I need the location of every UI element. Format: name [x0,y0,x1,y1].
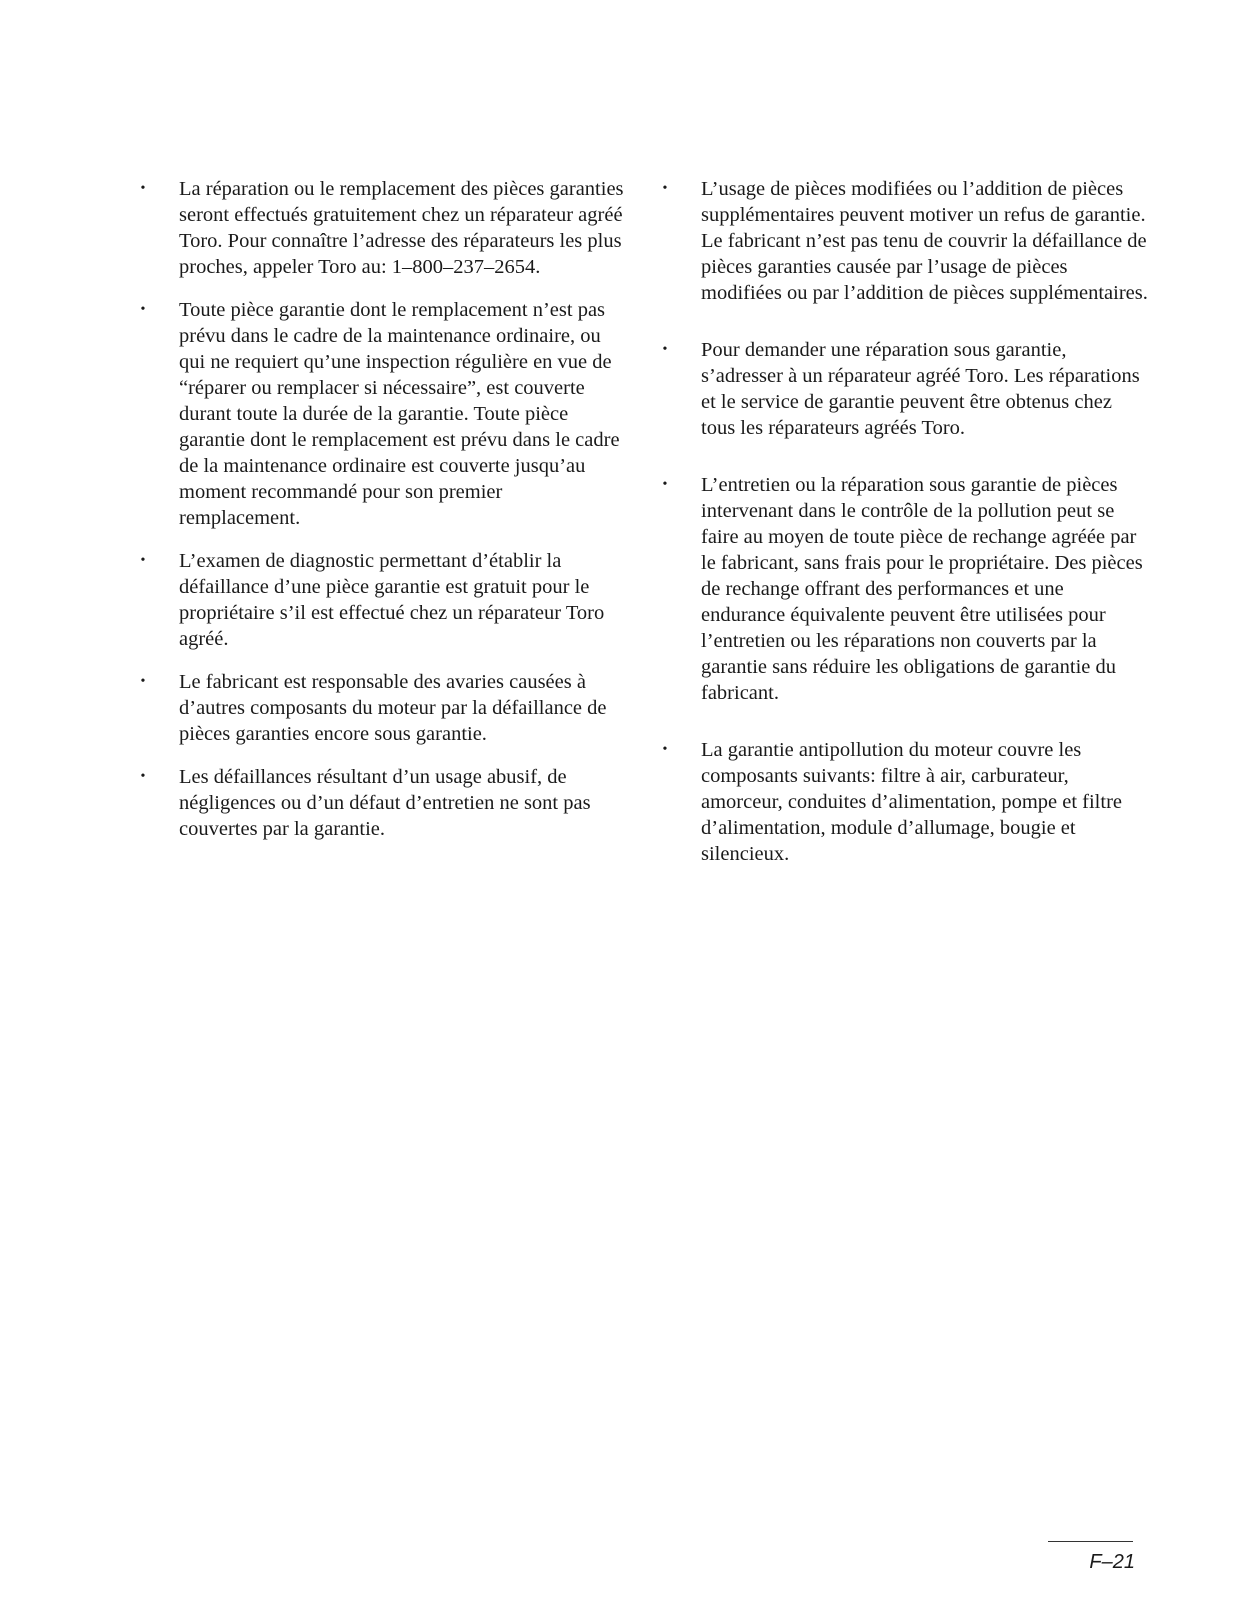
list-item [138,669,628,747]
list-item-text: Pour demander une réparation sous garantie, s’adresser à un réparateur agréé Toro. Les réparations et le service de garantie peuvent être obtenus chez tous les réparateurs agréés Toro. [701,339,1140,439]
list-item [138,297,628,531]
list-item-text: Les défaillances résultant d’un usage abusif, de négligences ou d’un défaut d’entretien ne sont pas couvertes par la garantie. [179,766,591,840]
list-item [660,737,1150,867]
bullet-icon: • [140,674,146,689]
list-item-text: Le fabricant est responsable des avaries causées à d’autres composants du moteur par la défaillance de pièces garanties encore sous garantie. [179,671,607,745]
list-item-text: La réparation ou le remplacement des pièces garanties seront effectués gratuitement chez un réparateur agréé Toro. Pour connaître l’adresse des réparateurs les plus proches, appeler Toro au: 1–800–237–2654. [179,178,624,278]
bullet-icon: • [662,477,668,492]
bullet-icon: • [662,742,668,757]
bullet-icon: • [662,342,668,357]
list-item [660,176,1150,306]
page-number: F–21 [1089,1551,1135,1573]
list-item-text: L’usage de pièces modifiées ou l’addition de pièces supplémentaires peuvent motiver un refus de garantie. Le fabricant n’est pas tenu de couvrir la défaillance de pièces garanties causée par l’usage de pièces modifiées ou par l’addition de pièces supplémentaires. [701,178,1148,304]
left-column [138,176,628,859]
bullet-icon: • [140,302,146,317]
footer-divider [1048,1541,1133,1542]
list-item-text: La garantie antipollution du moteur couvre les composants suivants: filtre à air, carburateur, amorceur, conduites d’alimentation, pompe et filtre d’alimentation, module d’allumage, bougie et silencieux. [701,739,1122,865]
list-item [660,472,1150,706]
list-item [138,764,628,842]
bullet-icon: • [140,769,146,784]
list-item-text: L’examen de diagnostic permettant d’établir la défaillance d’une pièce garantie est gratuit pour le propriétaire s’il est effectué chez un réparateur Toro agréé. [179,550,605,650]
list-item-text: Toute pièce garantie dont le remplacement n’est pas prévu dans le cadre de la maintenance ordinaire, ou qui ne requiert qu’une inspection régulière en vue de “réparer ou remplacer si nécessaire”, est couverte durant toute la durée de la garantie. Toute pièce garantie dont le remplacement est prévu dans le cadre de la maintenance ordinaire est couverte jusqu’au moment recommandé pour son premier remplacement. [179,299,620,529]
right-column [660,176,1150,898]
bullet-icon: • [140,553,146,568]
bullet-icon: • [140,181,146,196]
bullet-icon: • [662,181,668,196]
list-item [138,548,628,652]
list-item [138,176,628,280]
list-item-text: L’entretien ou la réparation sous garantie de pièces intervenant dans le contrôle de la pollution peut se faire au moyen de toute pièce de rechange agréée par le fabricant, sans frais pour le propriétaire. Des pièces de rechange offrant des performances et une endurance équivalente peuvent être utilisées pour l’entretien ou les réparations non couverts par la garantie sans réduire les obligations de garantie du fabricant. [701,474,1143,704]
list-item [660,337,1150,441]
